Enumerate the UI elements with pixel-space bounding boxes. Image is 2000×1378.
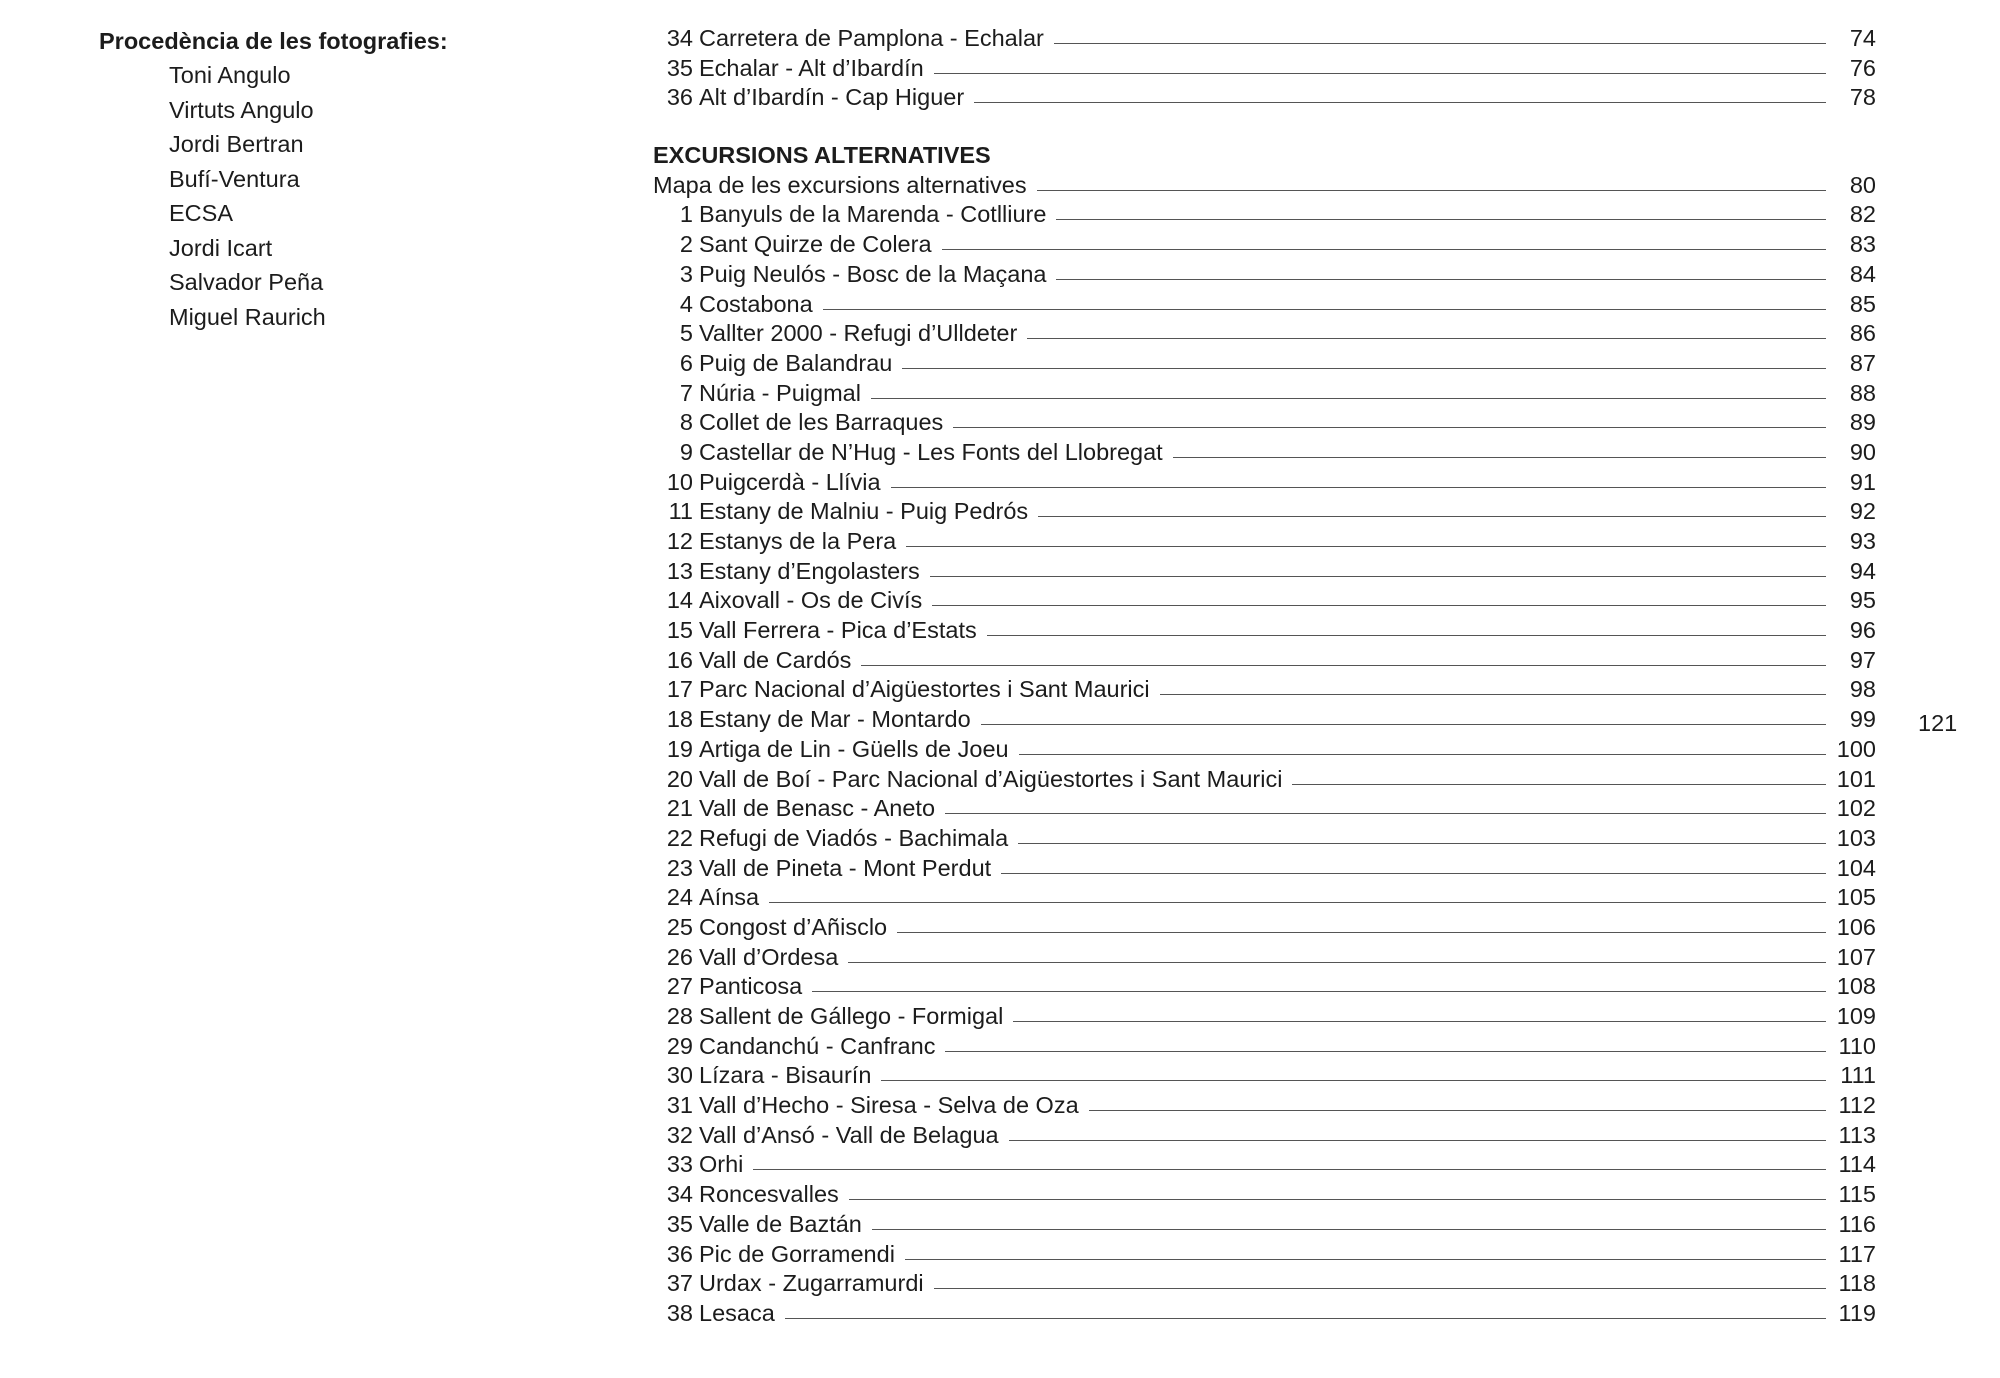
toc-entry-number: 20 (666, 765, 693, 792)
toc-leader-line (1037, 190, 1826, 191)
toc-entry-page: 105 (1836, 884, 1876, 911)
toc-entry-title: Vall de Benasc - Aneto (699, 795, 936, 822)
toc-entry-number: 36 (666, 1240, 693, 1267)
toc-entry-title: Castellar de N’Hug - Les Fonts del Llobregat (699, 438, 1163, 465)
toc-entry-title: Valle de Baztán (699, 1210, 862, 1237)
toc-entry-number: 9 (679, 438, 693, 465)
toc-leader-line (1056, 219, 1826, 220)
toc-entry-title: Candanchú - Canfranc (699, 1032, 936, 1059)
toc-entry-page: 97 (1849, 646, 1876, 673)
toc-entry-number: 12 (666, 528, 693, 554)
toc-row (653, 616, 1876, 646)
toc-entry-number: 18 (666, 706, 693, 733)
toc-entry-page: 83 (1849, 231, 1876, 258)
credit-name: Miguel Raurich (169, 303, 326, 330)
toc-row (653, 497, 1876, 527)
toc-entry-title: Alt d’Ibardín - Cap Higuer (699, 84, 965, 111)
toc-leader-line (849, 1199, 1826, 1200)
credit-name: Toni Angulo (169, 62, 291, 88)
toc-entry-number: 8 (679, 409, 693, 436)
toc-row (653, 705, 1876, 735)
toc-row (653, 675, 1876, 705)
toc-entry-number: 26 (666, 943, 693, 970)
toc-row (653, 765, 1876, 795)
toc-row (653, 349, 1876, 379)
toc-entry-number: 31 (666, 1092, 693, 1119)
toc-entry-page: 117 (1838, 1240, 1876, 1267)
credits-title: Procedència de les fotografies: (99, 28, 448, 54)
toc-entry-title: Estany de Mar - Montardo (699, 706, 971, 733)
toc-entry-page: 92 (1849, 498, 1876, 525)
toc-row (653, 1180, 1876, 1210)
toc-leader-line (934, 1288, 1826, 1289)
toc-entry-number: 7 (679, 379, 693, 406)
toc-leader-line (785, 1318, 1826, 1319)
toc-entry-page: 102 (1836, 795, 1876, 822)
toc-entry-page: 80 (1849, 171, 1876, 198)
toc-leader-line (1056, 279, 1826, 280)
toc-entry-page: 96 (1849, 617, 1876, 644)
toc-leader-line (981, 724, 1826, 725)
toc-entry-number: 19 (666, 735, 693, 762)
toc-leader-line (1160, 694, 1826, 695)
credit-name: Jordi Bertran (169, 131, 304, 157)
toc-leader-line (1173, 457, 1826, 458)
toc-entry-page: 106 (1836, 913, 1876, 940)
toc-entry-title: Banyuls de la Marenda - Cotlliure (699, 201, 1047, 228)
toc-entry-page: 107 (1836, 943, 1876, 970)
toc-leader-line (812, 991, 1826, 992)
toc-entry-title: Carretera de Pamplona - Echalar (699, 25, 1044, 51)
credit-name: ECSA (169, 200, 233, 226)
toc-entry-number: 1 (679, 201, 693, 228)
toc-entry-number: 13 (666, 557, 693, 584)
toc-alternatives-group (653, 171, 1876, 1329)
toc-entry-number: 11 (668, 498, 693, 525)
toc-entry-title: Roncesvalles (699, 1181, 839, 1208)
toc-row (653, 1150, 1876, 1180)
toc-leader-line (1089, 1110, 1826, 1111)
toc-entry-number: 38 (666, 1299, 693, 1326)
toc-entry-number: 10 (666, 468, 693, 495)
toc-leader-line (902, 368, 1826, 369)
toc-row (653, 913, 1876, 943)
toc-entry-page: 114 (1838, 1151, 1876, 1178)
toc-leader-line (945, 1051, 1826, 1052)
toc-leader-line (974, 102, 1826, 103)
toc-leader-line (945, 813, 1826, 814)
toc-row (653, 1210, 1876, 1240)
toc-entry-number: 37 (666, 1270, 693, 1297)
toc-entry-page: 76 (1849, 54, 1876, 81)
toc-row (653, 83, 1876, 113)
toc-entry-number: 16 (666, 646, 693, 673)
toc-entry-title: Parc Nacional d’Aigüestortes i Sant Maurici (699, 676, 1150, 703)
toc-row (653, 1269, 1876, 1299)
toc-row (653, 1032, 1876, 1062)
toc-leader-line (848, 962, 1826, 963)
toc-entry-page: 104 (1836, 854, 1876, 881)
toc-leader-line (753, 1169, 1826, 1170)
toc-row (653, 972, 1876, 1002)
toc-entry-title: Vall de Cardós (699, 646, 852, 673)
toc-entry-page: 78 (1849, 84, 1876, 111)
toc-entry-page: 118 (1838, 1270, 1876, 1297)
toc-top-group (653, 24, 1876, 113)
toc-leader-line (823, 309, 1826, 310)
toc-row (653, 1240, 1876, 1270)
toc-row (653, 1061, 1876, 1091)
toc-leader-line (1001, 873, 1826, 874)
toc-entry-title: Puig de Balandrau (699, 349, 893, 376)
toc-entry-page: 113 (1838, 1121, 1876, 1148)
toc-leader-line (906, 546, 1826, 547)
toc-entry-number: 15 (666, 617, 693, 644)
credit-name: Virtuts Angulo (169, 96, 314, 123)
toc-leader-line (861, 665, 1826, 666)
toc-row (653, 1299, 1876, 1329)
toc-entry-number: 32 (666, 1121, 693, 1148)
toc-entry-number: 17 (666, 676, 693, 703)
section-heading: EXCURSIONS ALTERNATIVES (653, 142, 991, 169)
toc-leader-line (1019, 754, 1826, 755)
toc-entry-title: Sallent de Gállego - Formigal (699, 1003, 1004, 1029)
toc-entry-page: 112 (1838, 1092, 1876, 1119)
toc-row (653, 54, 1876, 84)
toc-entry-title: Mapa de les excursions alternatives (653, 171, 1027, 198)
toc-entry-number: 6 (679, 349, 693, 376)
toc-entry-page: 88 (1849, 379, 1876, 406)
toc-entry-page: 103 (1836, 824, 1876, 851)
credits-list (99, 58, 619, 334)
toc-entry-title: Lízara - Bisaurín (699, 1062, 872, 1089)
toc-entry-page: 89 (1849, 409, 1876, 436)
toc-leader-line (953, 427, 1826, 428)
toc-entry-number: 3 (679, 260, 693, 287)
toc-leader-line (897, 932, 1826, 933)
credit-name: Bufí-Ventura (169, 165, 300, 192)
toc-entry-title: Núria - Puigmal (699, 379, 861, 406)
toc-row (653, 943, 1876, 973)
toc-entry-number: 36 (666, 84, 693, 111)
toc-leader-line (769, 902, 1826, 903)
toc-entry-page: 84 (1849, 260, 1876, 287)
toc-row (653, 379, 1876, 409)
toc-entry-title: Urdax - Zugarramurdi (699, 1270, 924, 1297)
toc-entry-title: Lesaca (699, 1299, 775, 1326)
toc-row (653, 794, 1876, 824)
toc-entry-page: 108 (1836, 973, 1876, 1000)
table-of-contents (653, 24, 1876, 1329)
toc-row (653, 586, 1876, 616)
toc-leader-line (942, 249, 1826, 250)
toc-entry-title: Vall de Boí - Parc Nacional d’Aigüestortes i Sant Maurici (699, 765, 1283, 792)
toc-entry-page: 101 (1836, 765, 1876, 792)
toc-entry-number: 23 (666, 854, 693, 881)
toc-entry-title: Estany de Malniu - Puig Pedrós (699, 498, 1029, 525)
page-number: 121 (1918, 710, 1958, 736)
toc-leader-line (881, 1080, 1826, 1081)
toc-entry-page: 91 (1849, 468, 1876, 495)
toc-row (653, 468, 1876, 498)
toc-entry-title: Artiga de Lin - Güells de Joeu (699, 735, 1009, 762)
toc-entry-title: Vall d’Hecho - Siresa - Selva de Oza (699, 1092, 1079, 1119)
toc-entry-title: Puigcerdà - Llívia (699, 468, 881, 495)
toc-entry-title: Sant Quirze de Colera (699, 231, 932, 258)
toc-row (653, 557, 1876, 587)
toc-entry-title: Vall d’Ordesa (699, 943, 839, 970)
toc-leader-line (871, 398, 1826, 399)
credit-name: Salvador Peña (169, 269, 324, 295)
toc-entry-page: 95 (1849, 587, 1876, 614)
toc-entry-page: 109 (1836, 1003, 1876, 1029)
toc-entry-number: 28 (666, 1003, 693, 1029)
toc-entry-page: 94 (1849, 557, 1876, 584)
toc-entry-number: 33 (666, 1151, 693, 1178)
toc-entry-page: 115 (1838, 1181, 1876, 1208)
toc-entry-title: Vall de Pineta - Mont Perdut (699, 854, 992, 881)
toc-row (653, 230, 1876, 260)
toc-row (653, 171, 1876, 201)
toc-row (653, 438, 1876, 468)
toc-row (653, 854, 1876, 884)
toc-entry-title: Echalar - Alt d’Ibardín (699, 54, 924, 81)
toc-row (653, 735, 1876, 765)
toc-row (653, 408, 1876, 438)
toc-entry-number: 35 (666, 54, 693, 81)
toc-entry-page: 119 (1838, 1299, 1876, 1326)
toc-entry-page: 85 (1849, 290, 1876, 317)
toc-row (653, 1091, 1876, 1121)
toc-row (653, 200, 1876, 230)
toc-entry-number: 34 (666, 1181, 693, 1208)
toc-row (653, 319, 1876, 349)
toc-entry-number: 22 (666, 824, 693, 851)
toc-entry-page: 100 (1836, 735, 1876, 762)
toc-leader-line (932, 605, 1826, 606)
toc-leader-line (891, 487, 1826, 488)
toc-entry-number: 30 (666, 1062, 693, 1089)
toc-entry-title: Panticosa (699, 973, 803, 1000)
toc-row (653, 24, 1876, 54)
toc-entry-title: Vall Ferrera - Pica d’Estats (699, 617, 977, 644)
toc-leader-line (1027, 338, 1826, 339)
toc-row (653, 824, 1876, 854)
toc-entry-page: 99 (1849, 706, 1876, 733)
photo-credits (99, 26, 619, 334)
toc-entry-title: Collet de les Barraques (699, 409, 944, 436)
toc-leader-line (1038, 516, 1826, 517)
toc-leader-line (1054, 43, 1826, 44)
toc-entry-page: 86 (1849, 320, 1876, 347)
toc-entry-number: 27 (666, 973, 693, 1000)
toc-entry-number: 35 (666, 1210, 693, 1237)
toc-entry-number: 34 (666, 25, 693, 51)
toc-row (653, 290, 1876, 320)
toc-row (653, 883, 1876, 913)
toc-entry-page: 82 (1849, 201, 1876, 228)
toc-entry-title: Costabona (699, 290, 813, 317)
toc-leader-line (934, 73, 1826, 74)
toc-entry-number: 14 (666, 587, 693, 614)
toc-row (653, 527, 1876, 557)
toc-entry-number: 29 (666, 1032, 693, 1059)
toc-leader-line (872, 1229, 1826, 1230)
toc-entry-title: Orhi (699, 1151, 744, 1178)
toc-entry-title: Puig Neulós - Bosc de la Maçana (699, 260, 1047, 287)
toc-leader-line (1009, 1140, 1826, 1141)
toc-leader-line (1292, 784, 1826, 785)
toc-entry-number: 25 (666, 913, 693, 940)
toc-entry-title: Pic de Gorramendi (699, 1240, 895, 1267)
toc-entry-number: 24 (666, 884, 693, 911)
toc-row (653, 1121, 1876, 1151)
toc-entry-title: Vallter 2000 - Refugi d’Ulldeter (699, 320, 1018, 347)
toc-leader-line (1018, 843, 1826, 844)
toc-entry-page: 111 (1840, 1062, 1876, 1089)
toc-row (653, 260, 1876, 290)
toc-entry-page: 110 (1838, 1032, 1876, 1059)
toc-entry-title: Estanys de la Pera (699, 528, 897, 554)
toc-entry-number: 4 (679, 290, 693, 317)
toc-leader-line (1013, 1021, 1826, 1022)
toc-entry-number: 5 (679, 320, 693, 347)
toc-leader-line (987, 635, 1826, 636)
toc-entry-page: 87 (1849, 349, 1876, 376)
toc-entry-number: 21 (666, 795, 693, 822)
toc-entry-title: Aixovall - Os de Civís (699, 587, 923, 614)
toc-entry-title: Congost d’Añisclo (699, 913, 888, 940)
toc-leader-line (930, 576, 1826, 577)
toc-entry-page: 98 (1849, 676, 1876, 703)
toc-entry-page: 116 (1838, 1210, 1876, 1237)
toc-row (653, 646, 1876, 676)
credit-name: Jordi Icart (169, 234, 273, 261)
toc-entry-title: Refugi de Viadós - Bachimala (699, 824, 1009, 851)
toc-leader-line (905, 1259, 1826, 1260)
toc-entry-page: 90 (1849, 438, 1876, 465)
toc-entry-page: 74 (1849, 25, 1876, 51)
toc-entry-number: 2 (679, 231, 693, 258)
toc-entry-title: Aínsa (699, 884, 760, 911)
toc-entry-page: 93 (1849, 528, 1876, 554)
toc-row (653, 1002, 1876, 1032)
toc-entry-title: Vall d’Ansó - Vall de Belagua (699, 1121, 999, 1148)
toc-entry-title: Estany d’Engolasters (699, 557, 920, 584)
